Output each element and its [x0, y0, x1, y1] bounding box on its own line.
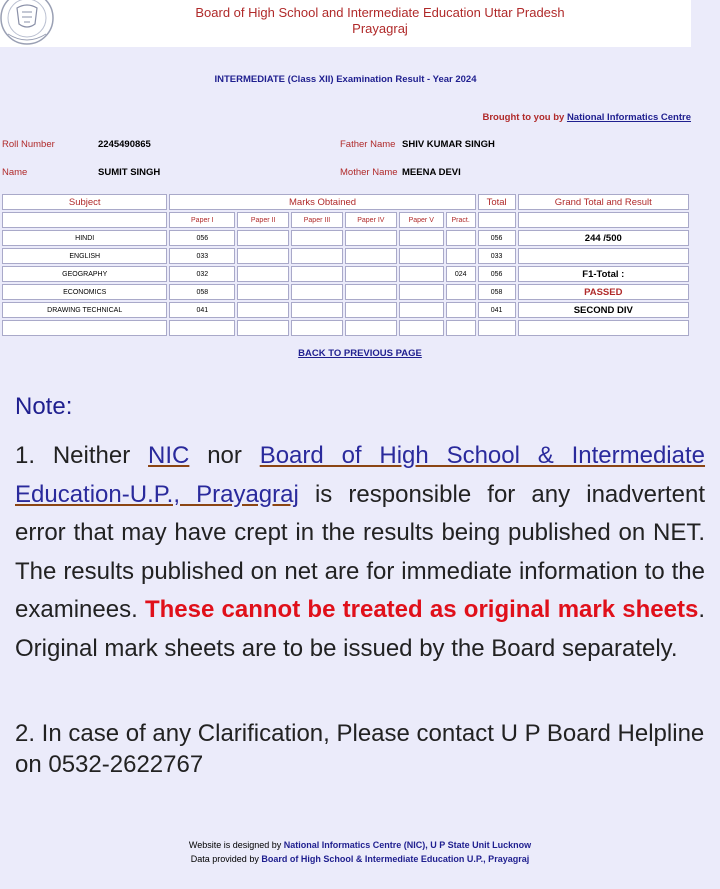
father-name-value: SHIV KUMAR SINGH: [402, 139, 495, 150]
paper-5-cell: [399, 248, 444, 264]
total-cell: 041: [478, 302, 516, 318]
footer-line-1: [0, 838, 720, 852]
paper-4-header: Paper IV: [345, 212, 397, 228]
paper-4-cell: [345, 302, 397, 318]
footer-designed-by: Website is designed by: [188, 840, 284, 850]
note-p1-mid: is responsible for any inadvertent error that may have crept in the results being published on NET. The results published on net are for immediate information to the examinees.: [15, 480, 705, 623]
roll-number-value: 2245490865: [98, 139, 151, 150]
marks-header: Marks Obtained: [169, 194, 475, 210]
result-cell: [518, 248, 689, 264]
subject-cell: GEOGRAPHY: [2, 266, 167, 282]
paper-1-cell: 041: [169, 302, 235, 318]
paper-4-cell: [345, 266, 397, 282]
subject-cell: ECONOMICS: [2, 284, 167, 300]
mother-name-value: MEENA DEVI: [402, 167, 461, 178]
paper-1-cell: 032: [169, 266, 235, 282]
name-label: Name: [2, 167, 28, 178]
note-paragraph-2: 2. In case of any Clarification, Please contact U P Board Helpline on 0532-2622767: [15, 720, 705, 778]
marks-table: [0, 192, 691, 338]
total-cell: 033: [478, 248, 516, 264]
practical-cell: [446, 284, 476, 300]
practical-header: Pract.: [446, 212, 476, 228]
total-cell: 056: [478, 266, 516, 282]
paper-2-cell: [237, 320, 289, 336]
note-p1-end: . Original mark sheets are to be issued by the Board separately.: [15, 596, 705, 662]
paper-1-cell: 056: [169, 230, 235, 246]
footer-board: Board of High School & Intermediate Education U.P., Prayagraj: [261, 854, 530, 864]
subject-cell: HINDI: [2, 230, 167, 246]
page-footer: [0, 838, 720, 866]
paper-1-cell: [169, 320, 235, 336]
paper-5-cell: [399, 302, 444, 318]
total-cell: [478, 320, 516, 336]
paper-1-cell: 033: [169, 248, 235, 264]
paper-3-cell: [291, 266, 343, 282]
paper-3-cell: [291, 230, 343, 246]
practical-cell: [446, 302, 476, 318]
practical-cell: [446, 230, 476, 246]
table-row: [2, 284, 689, 300]
paper-4-cell: [345, 248, 397, 264]
practical-cell: 024: [446, 266, 476, 282]
paper-5-cell: [399, 320, 444, 336]
nic-note-link[interactable]: NIC: [148, 442, 190, 469]
note-title: Note:: [15, 393, 73, 420]
total-cell: 056: [478, 230, 516, 246]
board-title: [80, 5, 680, 37]
paper-2-header: Paper II: [237, 212, 289, 228]
table-header-row: [2, 194, 689, 210]
subject-cell: [2, 320, 167, 336]
up-emblem-icon: [0, 0, 54, 45]
paper-3-cell: [291, 284, 343, 300]
board-title-line2: Prayagraj: [352, 21, 408, 36]
paper-4-cell: [345, 230, 397, 246]
paper-5-cell: [399, 284, 444, 300]
father-name-label: Father Name: [340, 139, 396, 150]
paper-2-cell: [237, 284, 289, 300]
page-header: [0, 0, 691, 47]
paper-3-cell: [291, 320, 343, 336]
paper-2-cell: [237, 230, 289, 246]
board-note-link[interactable]: Board of High School & Intermediate Education-U.P., Prayagraj: [15, 442, 706, 508]
result-cell: [518, 320, 689, 336]
f1-total-cell: F1-Total :: [518, 266, 689, 282]
note-p1-start: 1. Neither: [15, 442, 149, 469]
board-title-line1: Board of High School and Intermediate Education Uttar Pradesh: [195, 5, 565, 20]
paper-1-cell: 058: [169, 284, 235, 300]
back-to-previous-page-link[interactable]: BACK TO PREVIOUS PAGE: [298, 348, 422, 359]
result-status-cell: PASSED: [518, 284, 689, 300]
grand-total-cell: 244 /500: [518, 230, 689, 246]
paper-3-cell: [291, 302, 343, 318]
division-cell: SECOND DIV: [518, 302, 689, 318]
subject-cell: ENGLISH: [2, 248, 167, 264]
practical-cell: [446, 320, 476, 336]
nic-link[interactable]: National Informatics Centre: [566, 112, 691, 123]
name-value: SUMIT SINGH: [98, 167, 161, 178]
practical-cell: [446, 248, 476, 264]
table-subheader-row: [2, 212, 689, 228]
table-row: [2, 266, 689, 282]
note-paragraph-1: [15, 437, 705, 668]
brought-by: [483, 112, 692, 123]
paper-2-cell: [237, 302, 289, 318]
subject-cell: DRAWING TECHNICAL: [2, 302, 167, 318]
paper-5-cell: [399, 230, 444, 246]
subject-header: Subject: [2, 194, 167, 210]
footer-line-2: [0, 852, 720, 866]
total-header: Total: [478, 194, 516, 210]
mother-name-label: Mother Name: [340, 167, 398, 178]
note-warning-text: These cannot be treated as original mark sheets: [144, 596, 699, 623]
exam-title: INTERMEDIATE (Class XII) Examination Result - Year 2024: [214, 74, 477, 85]
note-p1-nor: nor: [189, 442, 260, 469]
paper-3-cell: [291, 248, 343, 264]
paper-5-header: Paper V: [399, 212, 444, 228]
paper-5-cell: [399, 266, 444, 282]
footer-data-by: Data provided by: [190, 854, 262, 864]
paper-1-header: Paper I: [169, 212, 235, 228]
paper-4-cell: [345, 284, 397, 300]
footer-nic: National Informatics Centre (NIC), U P State Unit Lucknow: [283, 840, 532, 850]
table-row: [2, 320, 689, 336]
total-cell: 058: [478, 284, 516, 300]
brought-by-prefix: Brought to you by: [482, 112, 567, 123]
grand-total-header: Grand Total and Result: [518, 194, 689, 210]
table-row: [2, 248, 689, 264]
table-row: [2, 230, 689, 246]
table-row: [2, 302, 689, 318]
paper-4-cell: [345, 320, 397, 336]
paper-3-header: Paper III: [291, 212, 343, 228]
paper-2-cell: [237, 266, 289, 282]
paper-2-cell: [237, 248, 289, 264]
roll-number-label: Roll Number: [2, 139, 55, 150]
